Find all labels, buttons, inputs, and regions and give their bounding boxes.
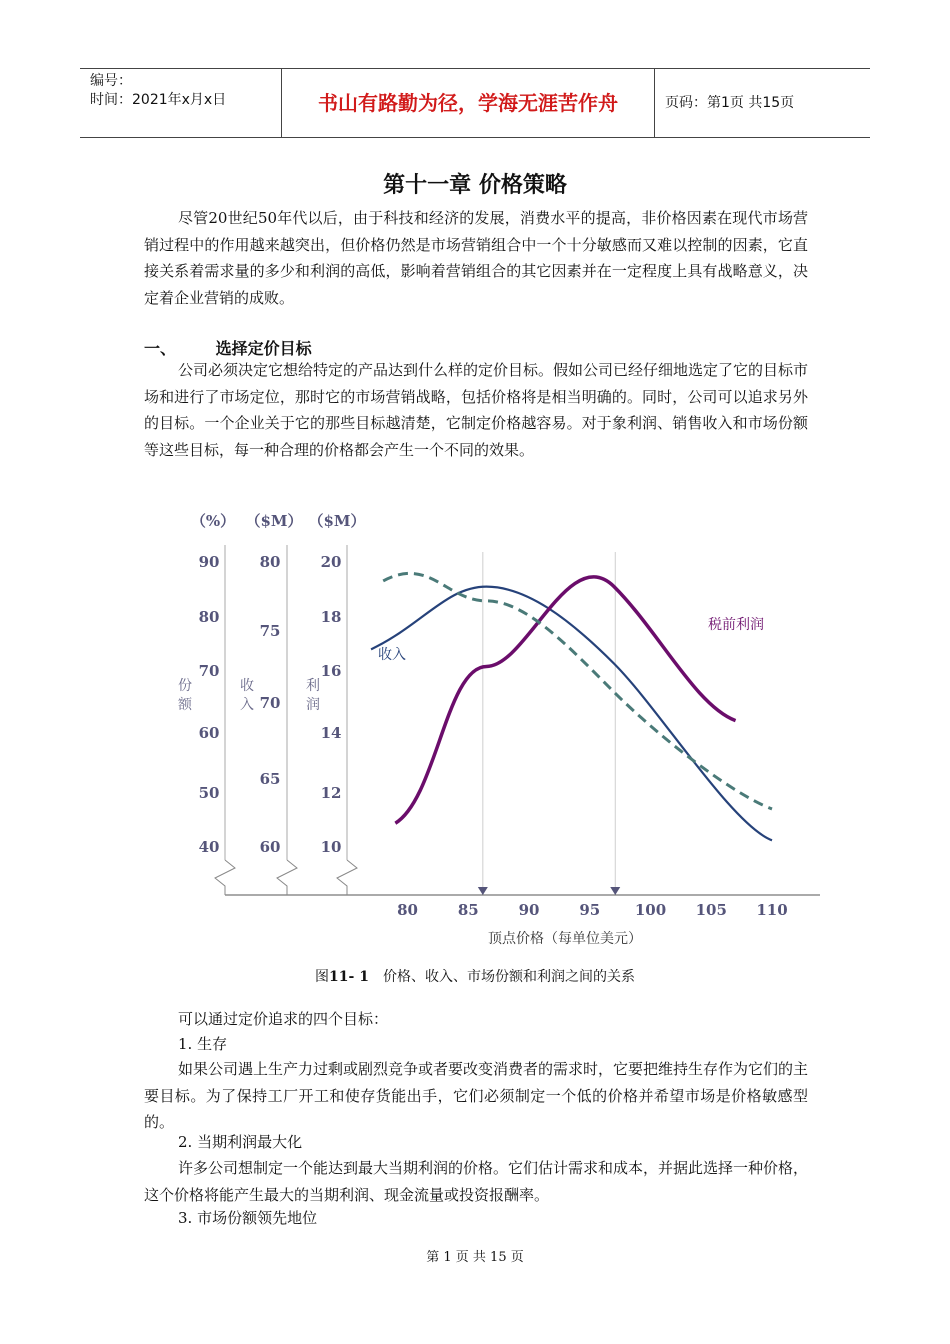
header-meta [80, 69, 282, 137]
figure-caption [0, 966, 950, 986]
y-tick-label: 70 [198, 662, 220, 680]
series-label: 税前利润 [708, 617, 764, 633]
share-axis-break [215, 860, 235, 895]
price-chart [0, 500, 950, 960]
axis-title-char: 润 [306, 697, 320, 713]
intro-paragraph: 尽管20世纪50年代以后，由于科技和经济的发展，消费水平的提高，非价格因素在现代市场营销过程中的作用越来越突出，但价格仍然是市场营销组合中一个十分敏感而又难以控制的因素，它直接关系着需求量的多少和利润的高低，影响着营销组合的其它因素并在一定程度上具有战略意义，决定着企业营销的成败。 [144, 209, 808, 307]
section-body: 公司必须决定它想给特定的产品达到什么样的定价目标。假如公司已经仔细地选定了它的目标市场和进行了市场定位，那时它的市场营销战略，包括价格将是相当明确的。同时，公司可以追求另外的目标。一个企业关于它的那些目标越清楚，它制定价格越容易。对于象利润、销售收入和市场份额等这些目标，每一种合理的价格都会产生一个不同的效果。 [144, 361, 809, 459]
axis-unit-label: （$M） [245, 512, 303, 530]
series-line [383, 573, 772, 809]
goal3-title: 3. 市场份额领先地位 [178, 1209, 318, 1227]
axis-title-char: 利 [306, 678, 320, 694]
x-tick-label: 95 [579, 901, 601, 919]
y-tick-label: 90 [198, 553, 220, 571]
goals-intro: 可以通过定价追求的四个目标： [178, 1010, 389, 1028]
axis-title-char: 收 [240, 678, 254, 694]
y-tick-label: 65 [259, 770, 281, 788]
goal2-body: 许多公司想制定一个能达到最大当期利润的价格。它们估计需求和成本，并据此选择一种价格，这个价格将能产生最大的当期利润、现金流量或投资报酬率。 [144, 1159, 809, 1204]
document-number-label: 编号： [90, 73, 132, 89]
y-tick-label: 50 [198, 784, 220, 802]
section-title: 选择定价目标 [215, 339, 312, 358]
optimum-marker [478, 887, 488, 895]
goal1-title: 1. 生存 [178, 1035, 228, 1053]
y-tick-label: 80 [198, 608, 220, 626]
section-number: 一、 [144, 339, 177, 358]
y-tick-label: 75 [259, 622, 281, 640]
x-tick-label: 90 [518, 901, 540, 919]
x-tick-label: 100 [634, 901, 667, 919]
axis-title-char: 额 [178, 697, 192, 713]
page-header [80, 68, 870, 138]
y-tick-label: 60 [198, 724, 220, 742]
x-axis-title: 顶点价格（每单位美元） [488, 931, 642, 947]
y-tick-label: 60 [259, 838, 281, 856]
profit-axis-break [337, 860, 357, 895]
y-tick-label: 12 [320, 784, 342, 802]
x-tick-label: 85 [457, 901, 479, 919]
caption-prefix: 图 [315, 969, 330, 985]
revenue-axis-break [277, 860, 297, 895]
optimum-marker [610, 887, 620, 895]
axis-title-char: 入 [240, 697, 254, 713]
header-motto: 书山有路勤为径，学海无涯苦作舟 [282, 69, 655, 137]
x-tick-label: 110 [756, 901, 788, 919]
caption-text: 价格、收入、市场份额和利润之间的关系 [382, 969, 635, 985]
y-tick-label: 18 [320, 608, 342, 626]
goal2-title: 2. 当期利润最大化 [178, 1133, 303, 1151]
goal1-body: 如果公司遇上生产力过剩或剧烈竞争或者要改变消费者的需求时，它要把维持生存作为它们的主要目标。为了保持工厂开工和使存货能出手，它们必须制定一个低的价格并希望市场是价格敏感型的。 [144, 1060, 809, 1131]
x-tick-label: 80 [397, 901, 418, 919]
y-tick-label: 20 [320, 553, 342, 571]
y-tick-label: 16 [320, 662, 342, 680]
x-tick-label: 105 [695, 901, 727, 919]
document-time-label: 时间：2021年x月x日 [90, 92, 227, 108]
axis-title-char: 份 [178, 678, 192, 694]
y-tick-label: 10 [320, 838, 342, 856]
y-tick-label: 40 [198, 838, 220, 856]
y-tick-label: 70 [259, 694, 281, 712]
series-line [395, 577, 735, 823]
y-tick-label: 14 [320, 724, 342, 742]
page-footer: 第 1 页 共 15 页 [426, 1250, 524, 1265]
axis-unit-label: （$M） [308, 512, 366, 530]
caption-number: 11- 1 [329, 969, 369, 985]
axis-unit-label: （%） [190, 512, 236, 530]
y-tick-label: 80 [259, 553, 281, 571]
chapter-title: 第十一章 价格策略 [383, 172, 567, 198]
series-label: 收入 [378, 647, 406, 663]
header-page-label: 页码：第1页 共15页 [665, 95, 795, 111]
section-heading [144, 336, 312, 359]
